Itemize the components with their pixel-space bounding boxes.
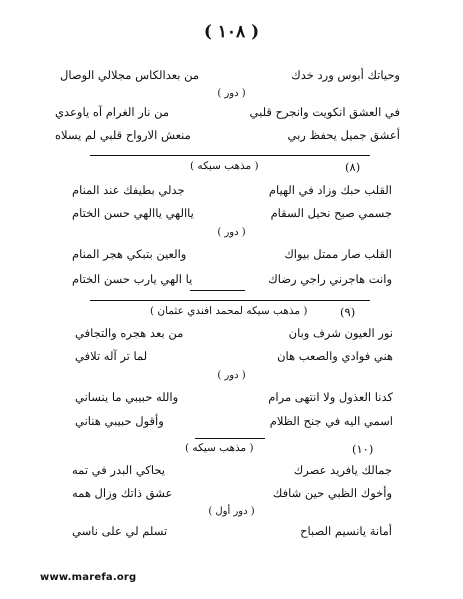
hemistich-left: جدلي بطيفك عند المنام [72, 183, 185, 197]
hemistich-right: القلب صار ممتل بيواك [284, 247, 392, 261]
hemistich-right: وحياتك أبوس ورد خدك [291, 68, 400, 82]
section-number: (١٠) [352, 442, 374, 456]
section-number: (٨) [345, 160, 361, 174]
hemistich-left: والله حبيبي ما ينساني [75, 390, 179, 404]
hemistich-left: وأقول حبيبي هناني [75, 414, 164, 428]
hemistich-left: من بعد هجره والتجافي [75, 326, 184, 340]
hemistich-right: نور العيون شرف وبان [288, 326, 393, 340]
hemistich-left: منعش الارواح قلبي لم يسلاه [55, 128, 191, 142]
separator-line [90, 300, 370, 301]
hemistich-right: هني فوادي والصعب هان [277, 349, 393, 363]
section-genre: ( مذهب سيكه ) [190, 160, 259, 172]
hemistich-right: اسمي اليه في جنح الظلام [269, 414, 393, 428]
hemistich-left: من بعدالكاس مجلالي الوصال [60, 68, 200, 82]
hemistich-right: أعشق جميل يحفظ ربي [287, 128, 400, 142]
underline-mark [190, 290, 245, 291]
section-genre: ( مذهب سيكه لمحمد افندي عثمان ) [150, 305, 308, 317]
hemistich-left: والعين بتبكي هجر المنام [72, 247, 187, 261]
dawr-label: ( دور ) [217, 370, 246, 381]
hemistich-left: لما تر آله تلافي [75, 349, 148, 363]
hemistich-right: في العشق انكويت وانجرح قلبي [249, 105, 400, 119]
separator-line [90, 155, 370, 156]
hemistich-left: من نار الغرام آه ياوعدي [55, 105, 170, 119]
hemistich-right: وانت هاجرني راجي رضاك [268, 272, 392, 286]
separator-line [195, 438, 265, 439]
hemistich-left: يحاكي البدر في تمه [72, 463, 166, 477]
hemistich-left: ياالهي ياالهي حسن الختام [72, 206, 194, 220]
dawr-label: ( دور ) [217, 88, 246, 99]
hemistich-right: أمانة يانسيم الصباح [300, 524, 392, 538]
dawr-label: ( دور أول ) [208, 506, 255, 517]
footer-url: www.marefa.org [40, 572, 137, 583]
hemistich-right: القلب حبك وزاد في الهيام [268, 183, 392, 197]
hemistich-right: جسمي صبح نحيل السقام [270, 206, 392, 220]
hemistich-right: وأخوك الظبي حين شافك [272, 486, 392, 500]
hemistich-right: كدنا العذول ولا انتهى مرام [268, 390, 393, 404]
hemistich-left: تسلم لي على ناسي [72, 524, 168, 538]
hemistich-left: يا الهي يارب حسن الختام [72, 272, 193, 286]
section-number: (٩) [340, 305, 356, 319]
hemistich-left: عشق ذاتك وزال همه [72, 486, 173, 500]
dawr-label: ( دور ) [217, 227, 246, 238]
page-number: ( ١٠٨ ) [203, 22, 260, 42]
hemistich-right: جمالك يافريد عصرك [293, 463, 392, 477]
section-genre: ( مذهب سيكه ) [185, 442, 254, 454]
